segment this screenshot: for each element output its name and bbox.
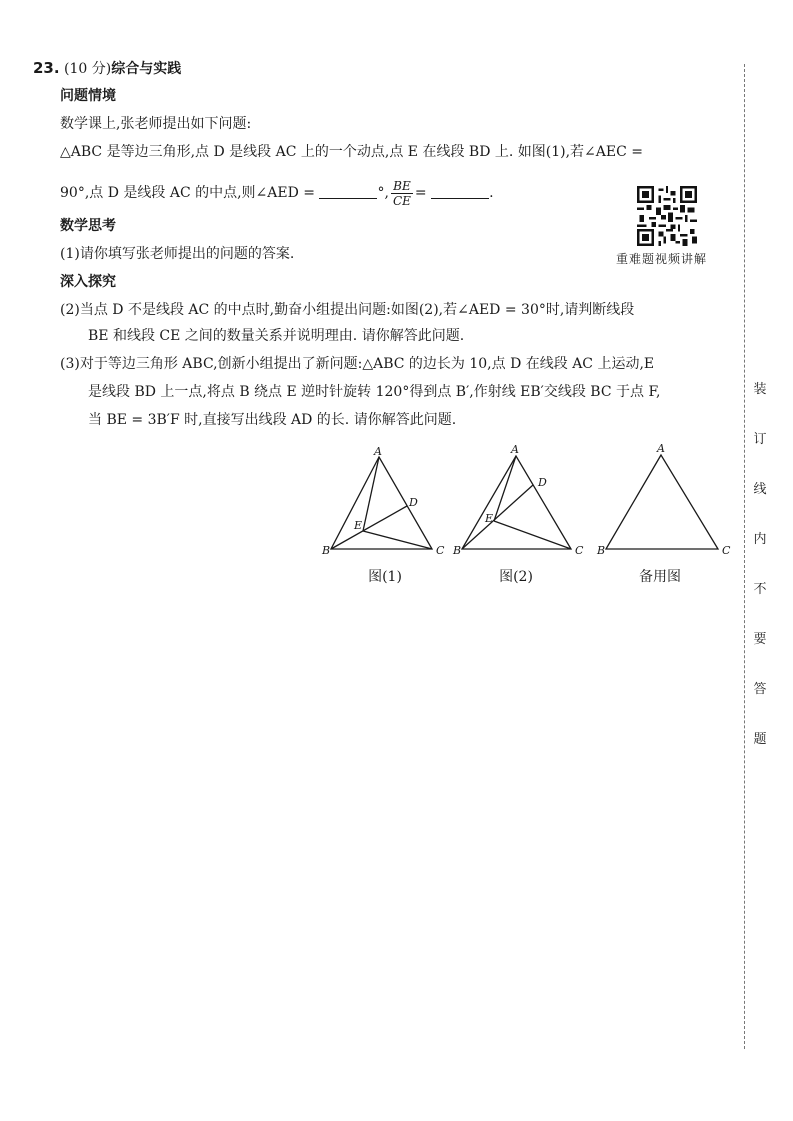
- situation-text-c: =: [414, 185, 427, 201]
- question-part-3-line-3: 当 BE = 3B′F 时,直接写出线段 AD 的长. 请你解答此问题.: [88, 412, 457, 428]
- margin-char-4: 内: [753, 532, 767, 547]
- figure2-label-e: E: [485, 512, 494, 525]
- margin-char-5: 不: [753, 582, 767, 597]
- figure1-caption: 图(1): [368, 569, 402, 585]
- question-part-1: (1)请你填写张老师提出的问题的答案.: [60, 246, 295, 262]
- ratio-fraction: [391, 179, 413, 208]
- thinking-heading: 数学思考: [60, 218, 116, 234]
- binding-dashed-line: [744, 64, 745, 1049]
- figure2-label-b: B: [453, 544, 462, 557]
- figures-svg: [320, 440, 740, 560]
- question-part-2-line-1: (2)当点 D 不是线段 AC 的中点时,勤奋小组提出问题:如图(2),若∠AED = 30°时,请判断线段: [60, 302, 635, 318]
- question-part-3-line-1: (3)对于等边三角形 ABC,创新小组提出了新问题:△ABC 的边长为 10,点 D 在线段 AC 上运动,E: [60, 356, 655, 372]
- fraction-numerator: BE: [391, 179, 413, 194]
- figure1-label-c: C: [436, 544, 445, 557]
- figure2-segment-ec: [494, 521, 571, 549]
- qr-code-icon[interactable]: [637, 186, 697, 246]
- figure2-label-c: C: [575, 544, 584, 557]
- question-part-2-line-2: BE 和线段 CE 之间的数量关系并说明理由. 请你解答此问题.: [88, 328, 465, 344]
- situation-text-end: .: [489, 185, 494, 201]
- figure3-label-c: C: [722, 544, 731, 557]
- margin-char-3: 线: [753, 482, 767, 497]
- figure2-label-d: D: [538, 476, 547, 489]
- margin-char-1: 装: [753, 382, 767, 397]
- figure1-label-d: D: [409, 496, 418, 509]
- explore-heading: 深入探究: [60, 274, 116, 290]
- figure3-label-a: A: [657, 442, 665, 455]
- fraction-denominator: CE: [392, 193, 411, 208]
- situation-intro: 数学课上,张老师提出如下问题:: [60, 116, 252, 132]
- figure1-label-a: A: [374, 445, 382, 458]
- figure2-segment-bd: [462, 485, 533, 549]
- margin-char-2: 订: [753, 432, 767, 447]
- margin-char-6: 要: [753, 632, 767, 647]
- situation-line-2: [60, 178, 494, 208]
- figure1-label-e: E: [354, 519, 363, 532]
- question-title: 综合与实践: [111, 61, 182, 77]
- situation-text-a: 90°,点 D 是线段 AC 的中点,则∠AED =: [60, 185, 316, 201]
- situation-text-b: °,: [377, 185, 389, 201]
- figure2-caption: 图(2): [499, 569, 533, 585]
- figure3-caption: 备用图: [639, 569, 681, 585]
- answer-blank-angle[interactable]: [319, 184, 377, 199]
- figure1-segment-ae: [363, 457, 379, 531]
- figure1-segment-ec: [363, 531, 432, 549]
- figure3-label-b: B: [597, 544, 606, 557]
- margin-char-8: 题: [753, 732, 767, 747]
- answer-blank-ratio[interactable]: [431, 184, 489, 199]
- figure2-label-a: A: [511, 443, 519, 456]
- situation-heading: 问题情境: [60, 88, 116, 104]
- figure1-label-b: B: [322, 544, 331, 557]
- qr-caption: 重难题视频讲解: [616, 252, 708, 266]
- question-number: 23: [33, 59, 54, 77]
- question-header: 23. (10 分)综合与实践: [33, 59, 182, 77]
- question-part-3-line-2: 是线段 BD 上一点,将点 B 绕点 E 逆时针旋转 120°得到点 B′,作射线 EB′交线段 BC 于点 F,: [88, 384, 661, 400]
- situation-line-1: △ABC 是等边三角形,点 D 是线段 AC 上的一个动点,点 E 在线段 BD 上. 如图(1),若∠AEC =: [60, 144, 644, 160]
- question-points: (10 分): [64, 61, 112, 77]
- margin-char-7: 答: [753, 682, 767, 697]
- figure3-triangle-abc: [606, 455, 718, 549]
